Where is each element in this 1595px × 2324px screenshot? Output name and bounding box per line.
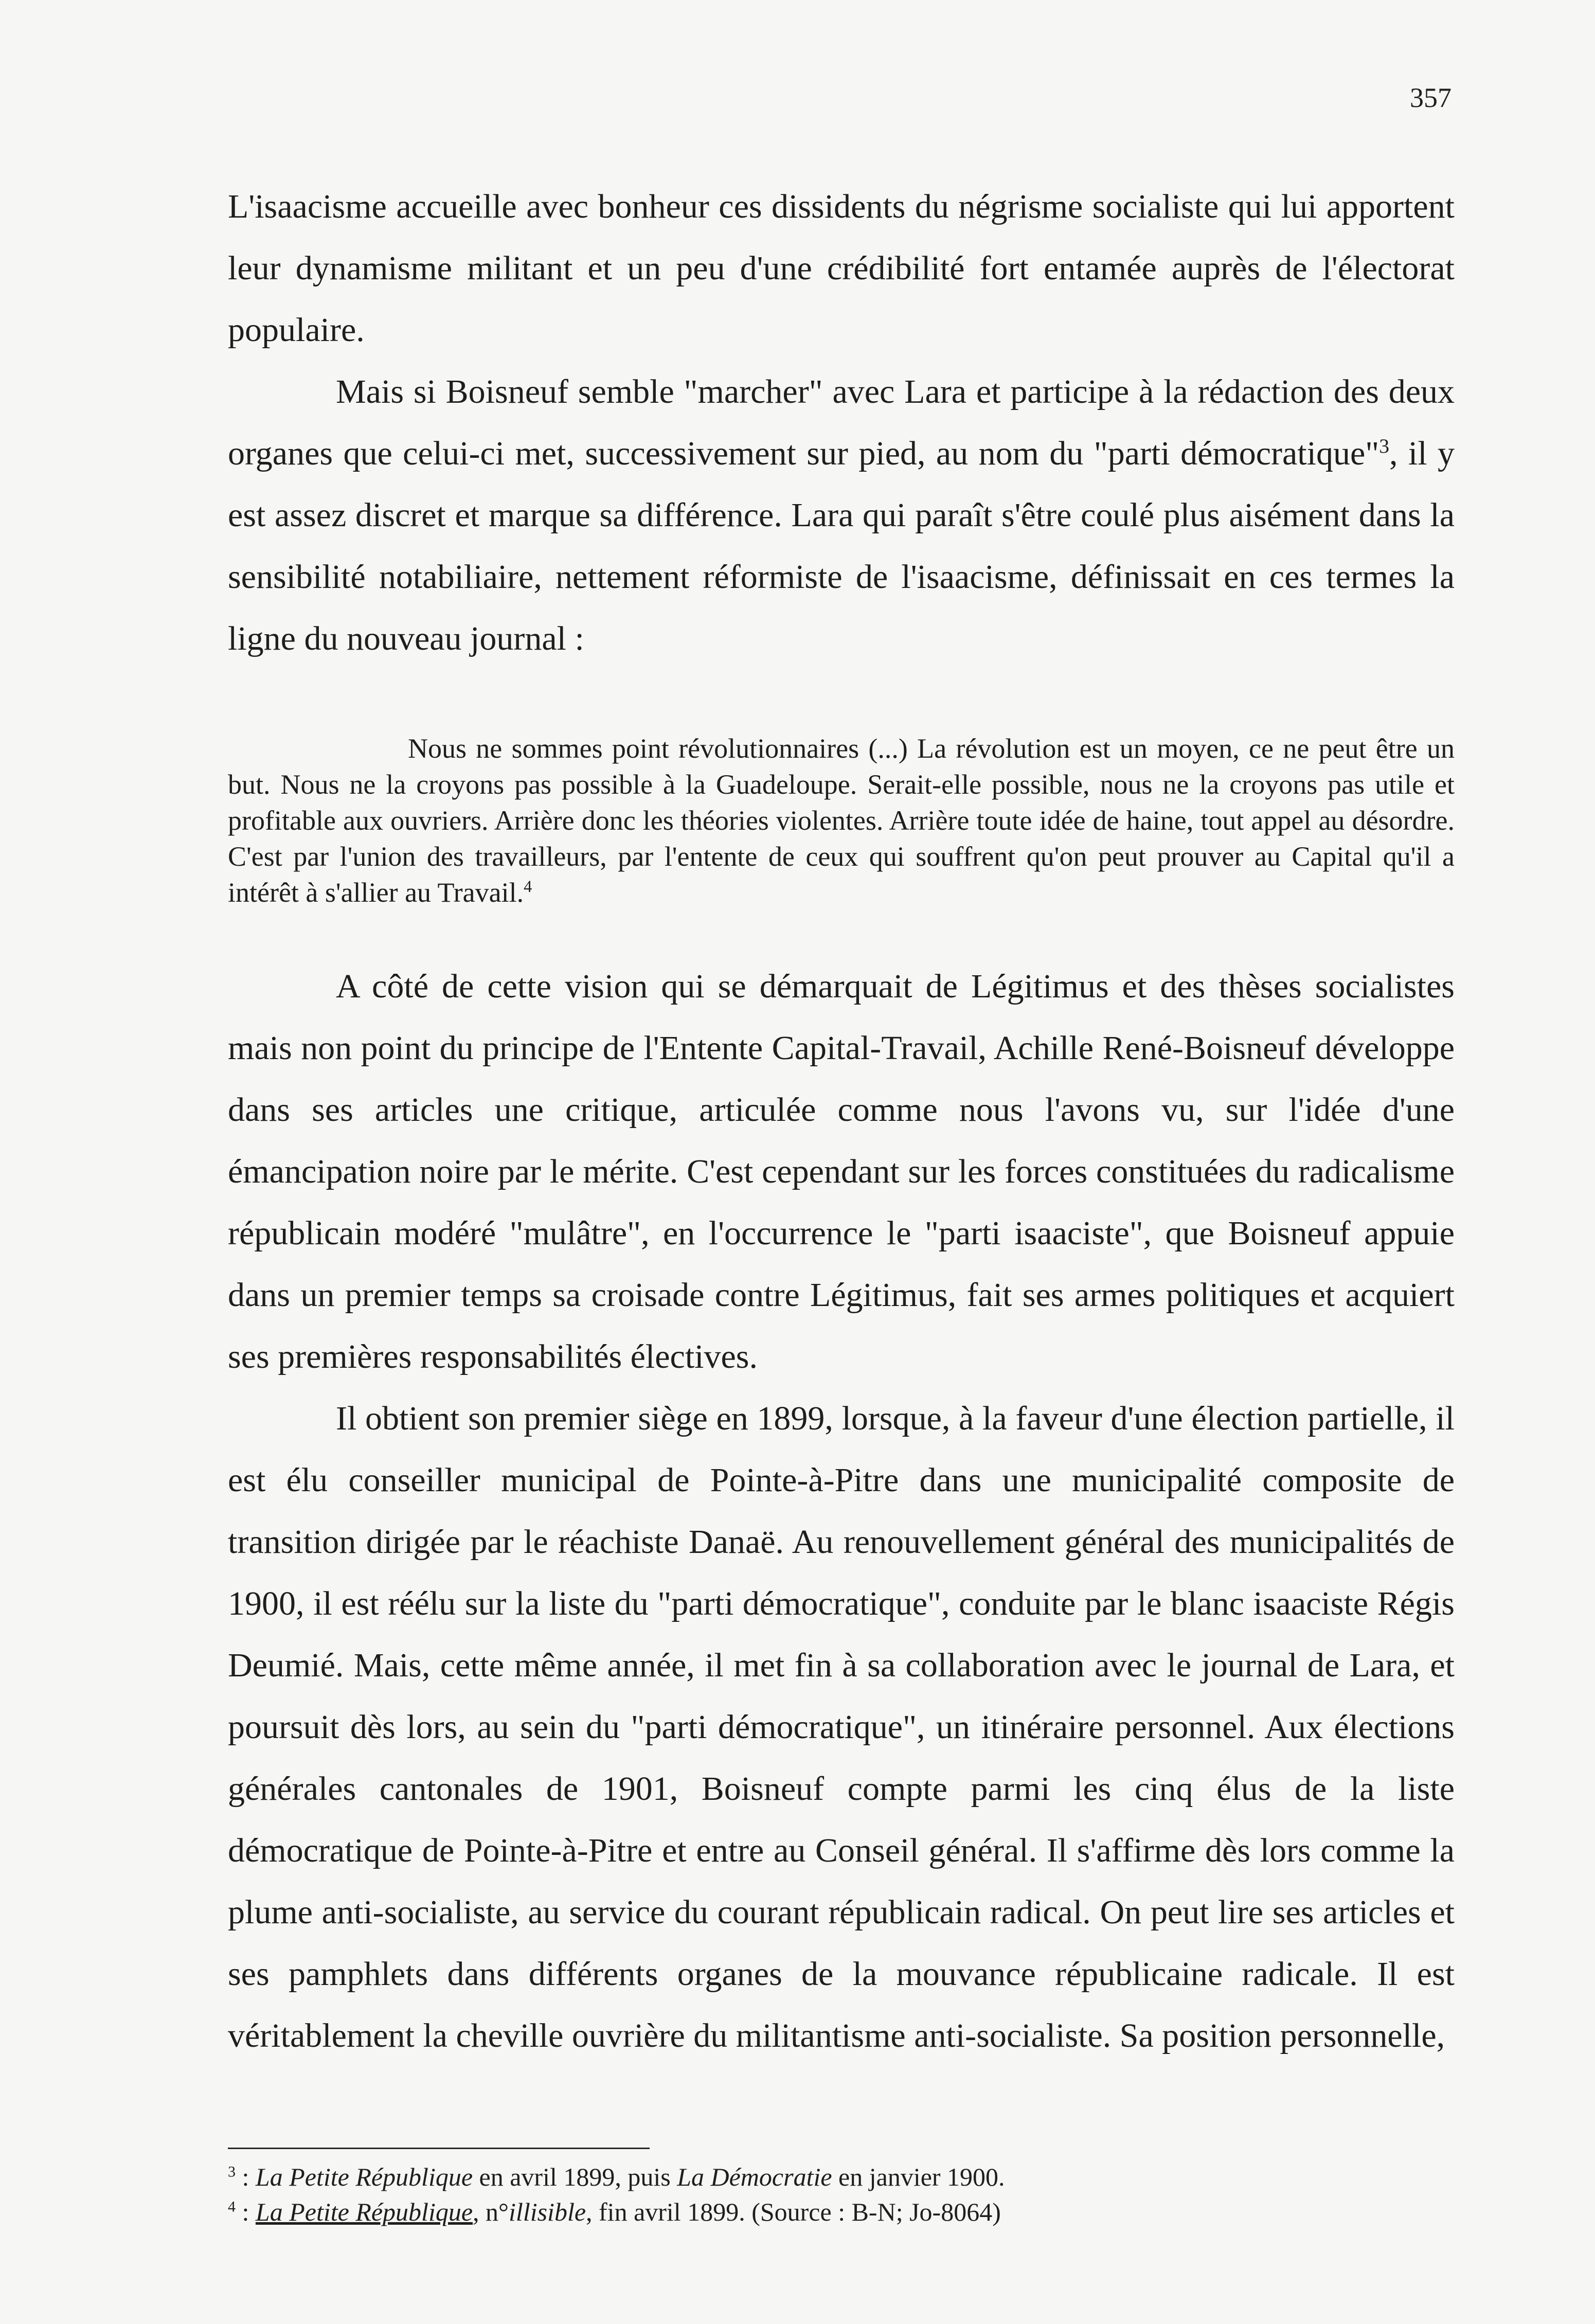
footnote-4-marker: 4 (228, 2198, 236, 2215)
footnote-3 (228, 2159, 1455, 2194)
footnote-4 (228, 2194, 1455, 2229)
footnote-4-separator: : (236, 2197, 256, 2226)
footnote-3-title-1: La Petite République (255, 2162, 473, 2191)
paragraph-4: Il obtient son premier siège en 1899, lorsque, à la faveur d'une élection partielle, il est élu conseiller municipal de Pointe-à-Pitre dans une municipalité composite de transition dirigée par le réachiste Danaë. Au renouvellement général des municipalités de 1900, il est réélu sur la liste du "parti démocratique", conduite par le blanc isaaciste Régis Deumié. Mais, cette même année, il met fin à sa collaboration avec le journal de Lara, et poursuit dès lors, au sein du "parti démocratique", un itinéraire personnel. Aux élections générales cantonales de 1901, Boisneuf compte parmi les cinq élus de la liste démocratique de Pointe-à-Pitre et entre au Conseil général. Il s'affirme dès lors comme la plume anti-socialiste, au service du courant républicain radical. On peut lire ses articles et ses pamphlets dans différents organes de la mouvance républicaine radicale. Il est véritablement la cheville ouvrière du militantisme anti-socialiste. Sa position personnelle, (228, 1400, 1455, 2054)
footnote-3-separator: : (236, 2162, 256, 2191)
paragraph-2-part-2: , il y est assez discret et marque sa différence. Lara qui paraît s'être coulé plus aisément dans la sensibilité notabiliaire, nettement réformiste de l'isaacisme, définissait en ces termes la ligne du nouveau journal : (228, 435, 1455, 657)
body-text-bottom (228, 956, 1455, 2067)
paragraph-2-part-1: Mais si Boisneuf semble "marcher" avec Lara et participe à la rédaction des deux organes que celui-ci met, successivement sur pied, au nom du "parti démocratique" (228, 373, 1455, 472)
paragraph-1: L'isaacisme accueille avec bonheur ces dissidents du négrisme socialiste qui lui apportent leur dynamisme militant et un peu d'une crédibilité fort entamée auprès de l'électorat populaire. (228, 188, 1455, 349)
footnote-3-marker: 3 (228, 2163, 236, 2180)
footnote-3-text-1: en avril 1899, puis (473, 2162, 677, 2191)
block-quote (228, 730, 1455, 910)
paragraph-2 (228, 361, 1455, 670)
page-number: 357 (1410, 82, 1451, 113)
footnote-ref-3[interactable]: 3 (1379, 435, 1389, 457)
body-text-top (228, 176, 1455, 670)
footnotes (228, 2159, 1455, 2229)
paragraph-3: A côté de cette vision qui se démarquait de Légitimus et des thèses socialistes mais non point du principe de l'Entente Capital-Travail, Achille René-Boisneuf développe dans ses articles une critique, articulée comme nous l'avons vu, sur l'idée d'une émancipation noire par le mérite. C'est cependant sur les forces constituées du radicalisme républicain modéré "mulâtre", en l'occurrence le "parti isaaciste", que Boisneuf appuie dans un premier temps sa croisade contre Légitimus, fait ses armes politiques et acquiert ses premières responsabilités électives. (228, 968, 1455, 1375)
footnote-divider (228, 2148, 650, 2149)
footnote-4-title: La Petite République (255, 2197, 473, 2226)
quote-paragraph (228, 730, 1455, 910)
footnote-3-text-2: en janvier 1900. (832, 2162, 1005, 2191)
footnote-4-illegible: illisible (509, 2197, 586, 2226)
quote-text: Nous ne sommes point révolutionnaires (...) La révolution est un moyen, ce ne peut être un but. Nous ne la croyons pas possible à la Guadeloupe. Serait-elle possible, nous ne la croyons pas utile et profitable aux ouvriers. Arrière donc les théories violentes. Arrière toute idée de haine, tout appel au désordre. C'est par l'union des travailleurs, par l'entente de ceux qui souffrent qu'on peut prouver au Capital qu'il a intérêt à s'allier au Travail. (228, 733, 1455, 908)
footnote-3-title-2: La Démocratie (677, 2162, 832, 2191)
footnote-4-comma: , n° (473, 2197, 509, 2226)
footnote-4-rest: , fin avril 1899. (Source : B-N; Jo-8064) (586, 2197, 1001, 2226)
footnote-ref-4[interactable]: 4 (524, 878, 532, 896)
